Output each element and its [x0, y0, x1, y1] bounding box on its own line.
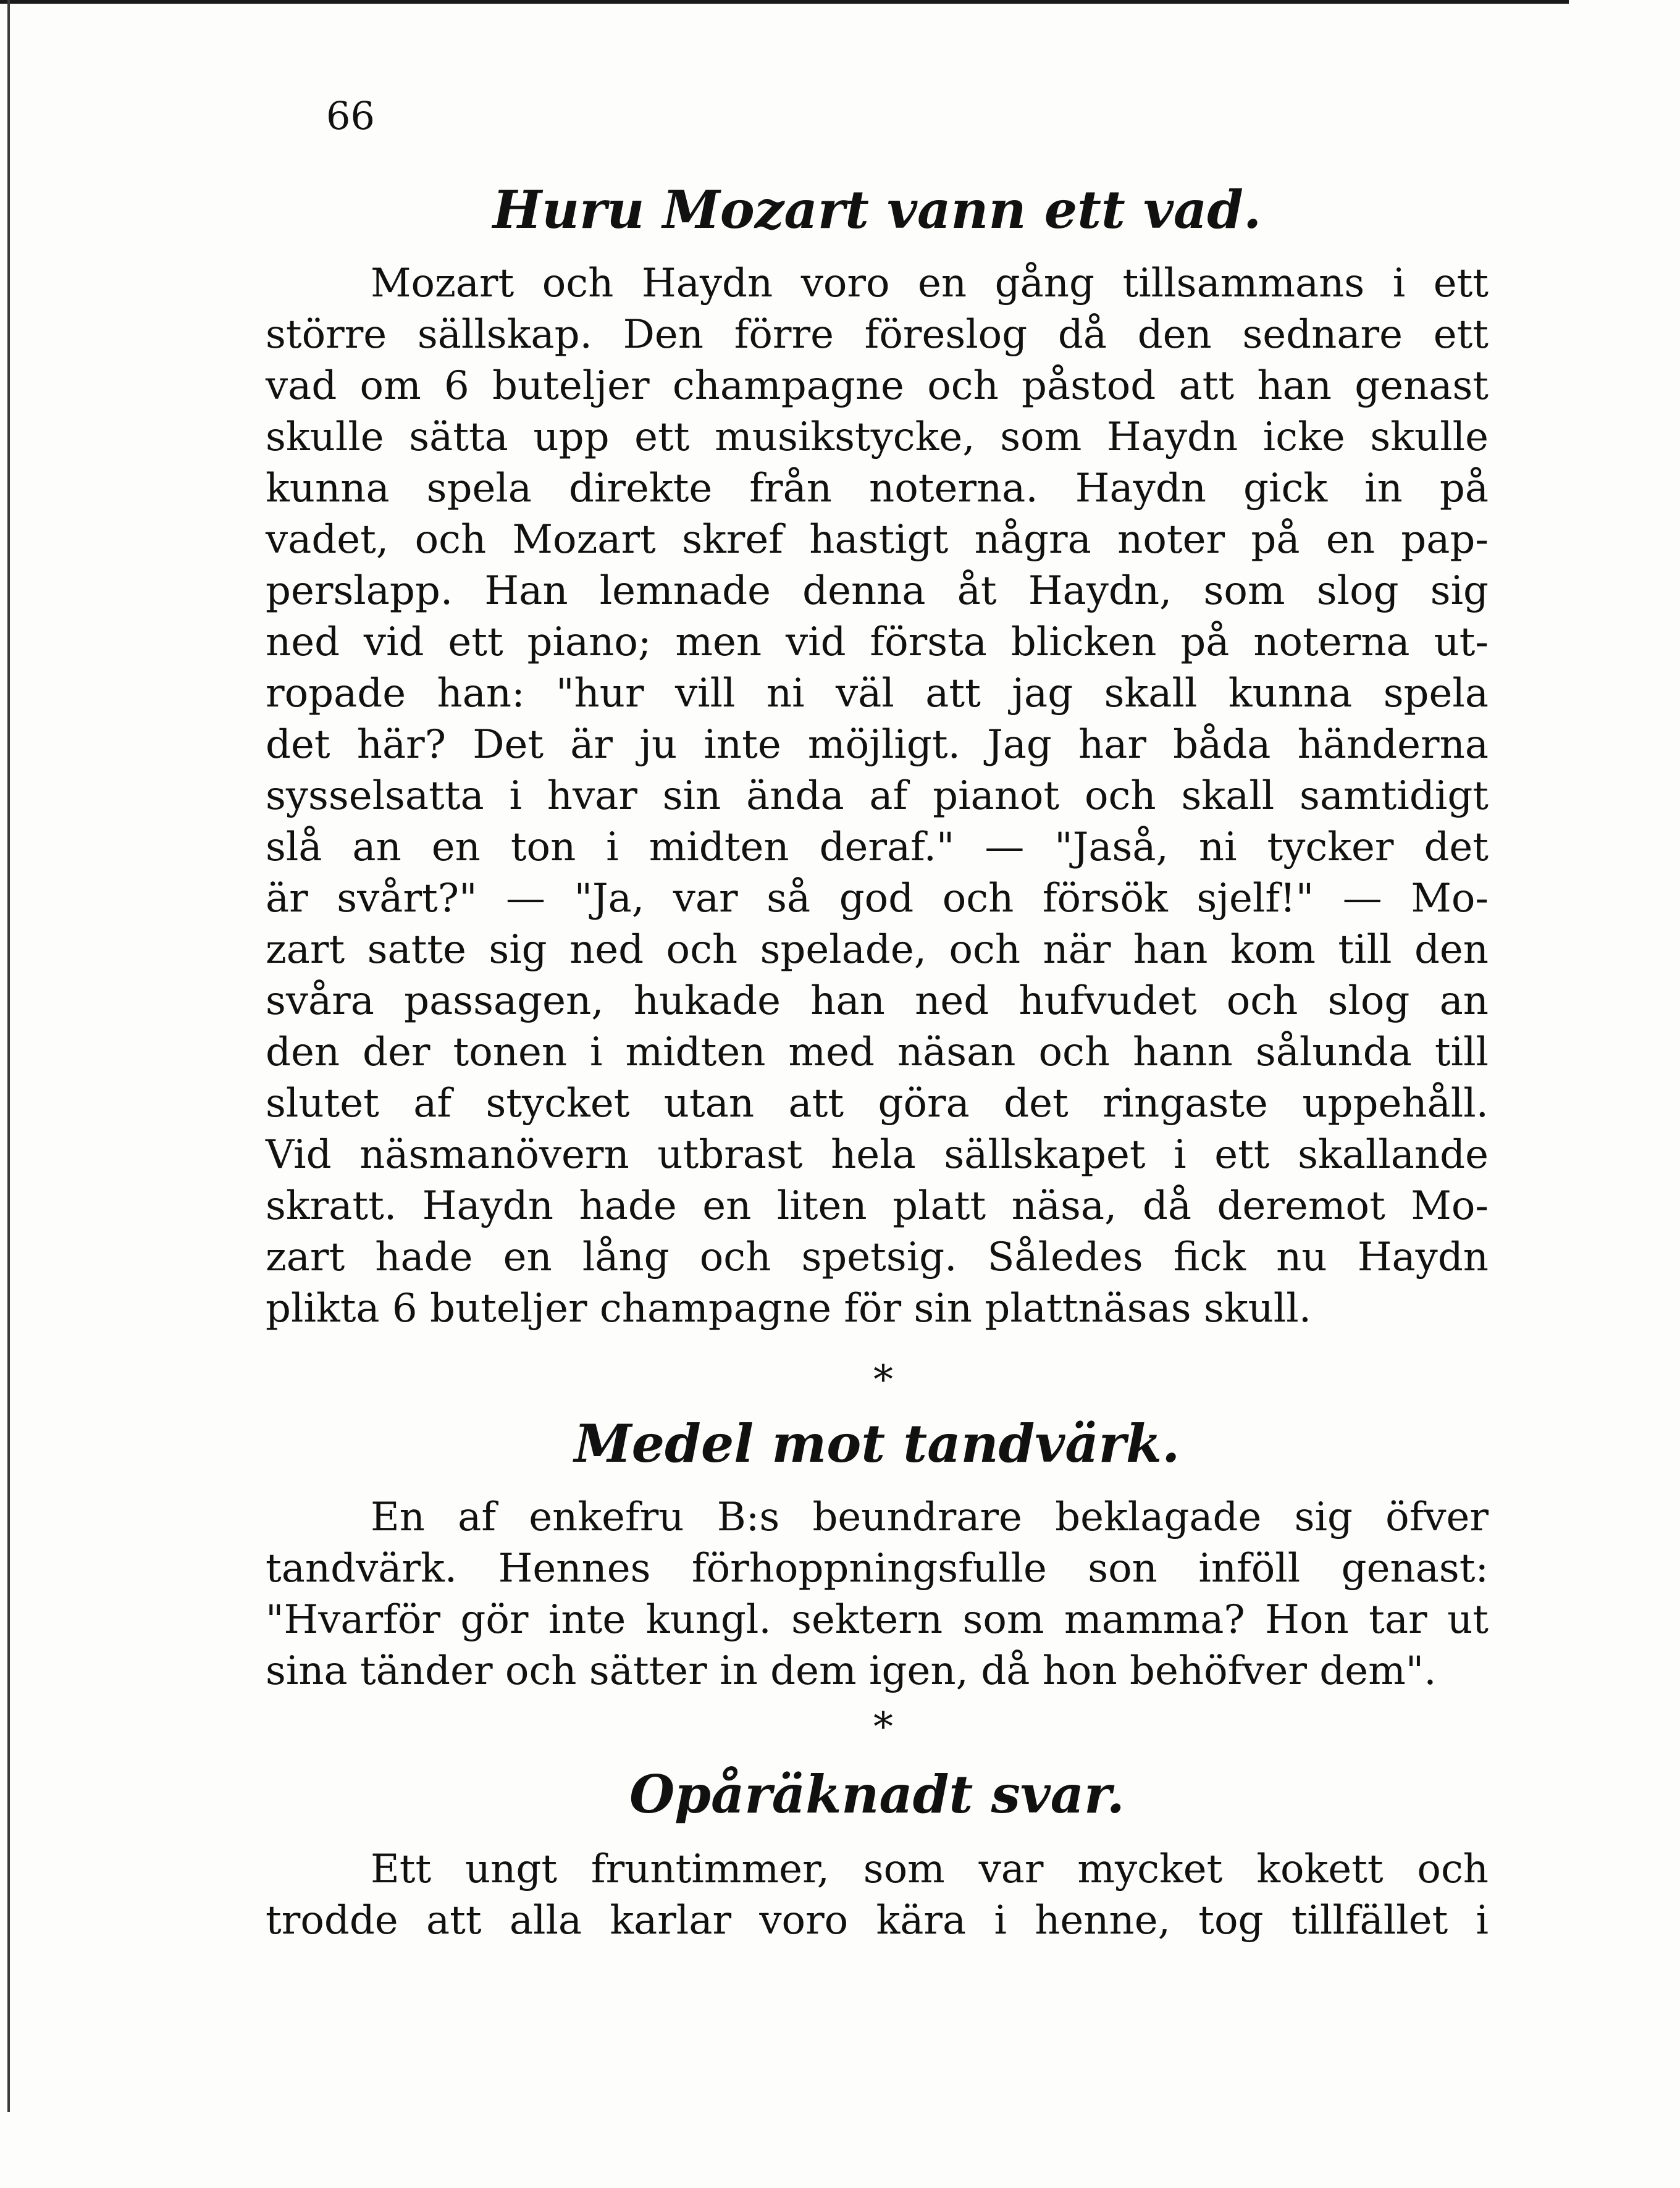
section-separator: *	[873, 1357, 893, 1403]
page-edge-left	[7, 0, 10, 2112]
text-line: skulle sätta upp ett musikstycke, som Haydn icke skulle	[266, 414, 1489, 460]
text-line: perslapp. Han lemnade denna åt Haydn, som slog sig	[266, 568, 1489, 614]
section-tandvark-body	[266, 1492, 1489, 1697]
text-line: trodde att alla karlar voro kära i henne, tog tillfället i	[266, 1898, 1489, 1943]
text-line: ropade han: "hur vill ni väl att jag skall kunna spela	[266, 671, 1489, 716]
text-line: ned vid ett piano; men vid första blicken på noterna ut-	[266, 619, 1489, 665]
text-line: Ett ungt fruntimmer, som var mycket kokett och	[371, 1846, 1489, 1892]
text-line: skratt. Haydn hade en liten platt näsa, då deremot Mo-	[266, 1183, 1489, 1229]
section-mozart	[266, 180, 1489, 240]
text-line: plikta 6 buteljer champagne för sin plattnäsas skull.	[266, 1286, 1312, 1331]
section-tandvark	[266, 1414, 1489, 1473]
text-line: sysselsatta i hvar sin ända af pianot och skall samtidigt	[266, 773, 1489, 819]
text-line: är svårt?" — "Ja, var så god och försök sjelf!" — Mo-	[266, 876, 1489, 921]
text-line: Mozart och Haydn voro en gång tillsammans i ett	[371, 261, 1489, 306]
text-line: sina tänder och sätter in dem igen, då hon behöfver dem".	[266, 1648, 1437, 1694]
page-number: 66	[326, 93, 375, 138]
text-line: den der tonen i midten med näsan och hann sålunda till	[266, 1029, 1489, 1075]
text-line: En af enkefru B:s beundrare beklagade sig öfver	[371, 1494, 1489, 1540]
section-separator: *	[873, 1704, 893, 1750]
text-line: vadet, och Mozart skref hastigt några noter på en pap-	[266, 517, 1489, 563]
section-svar	[266, 1765, 1489, 1824]
section-title: Medel mot tandvärk.	[574, 1413, 1180, 1474]
paragraph	[266, 1844, 1489, 1947]
section-mozart-body	[266, 258, 1489, 1335]
page-edge-top	[0, 0, 1569, 4]
paragraph	[266, 1492, 1489, 1697]
section-title: Huru Mozart vann ett vad.	[492, 179, 1262, 240]
text-line: svåra passagen, hukade han ned hufvudet och slog an	[266, 978, 1489, 1024]
paragraph	[266, 258, 1489, 1335]
text-line: slå an en ton i midten deraf." — "Jaså, ni tycker det	[266, 824, 1489, 870]
text-line: kunna spela direkte från noterna. Haydn gick in på	[266, 466, 1489, 511]
text-line: "Hvarför gör inte kungl. sektern som mamma? Hon tar ut	[266, 1597, 1489, 1643]
section-svar-body	[266, 1844, 1489, 1947]
text-line: zart satte sig ned och spelade, och när han kom till den	[266, 927, 1489, 973]
text-line: Vid näsmanövern utbrast hela sällskapet i ett skallande	[266, 1132, 1489, 1178]
text-line: slutet af stycket utan att göra det ringaste uppehåll.	[266, 1081, 1489, 1126]
text-line: tandvärk. Hennes förhoppningsfulle son inföll genast:	[266, 1546, 1489, 1591]
text-line: det här? Det är ju inte möjligt. Jag har båda händerna	[266, 722, 1489, 768]
text-line: större sällskap. Den förre föreslog då den sednare ett	[266, 312, 1489, 358]
section-title: Opåräknadt svar.	[629, 1764, 1125, 1825]
text-line: zart hade en lång och spetsig. Således fick nu Haydn	[266, 1234, 1489, 1280]
text-line: vad om 6 buteljer champagne och påstod att han genast	[266, 363, 1489, 409]
